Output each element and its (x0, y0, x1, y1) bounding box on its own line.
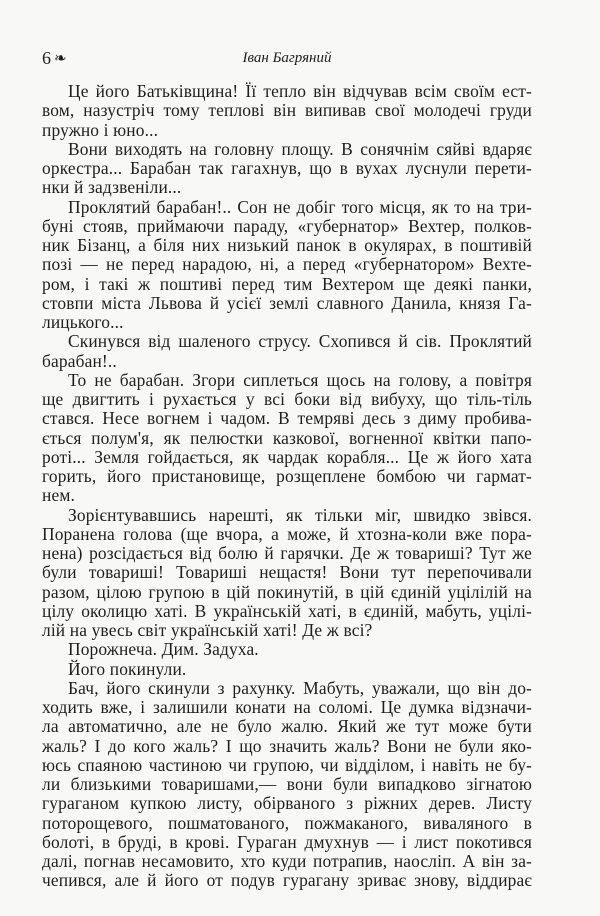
text-line: Поранена голова (ще вчора, а може, й хтозна-коли вже пора- (42, 523, 532, 544)
text-line: Бач, його скинули з рахунку. Мабуть, уважали, що він до- (68, 677, 532, 698)
text-line: ли близькими товаришами,— вони були випадково зігнатою (42, 774, 532, 794)
text-line: стався. Несе вогнем і чадом. В темряві десь з диму пробива- (42, 408, 532, 429)
text-line: ла автоматично, але не було жалю. Який же тут може бути (42, 716, 532, 737)
text-line: цілу околицю хаті. В українській хаті, в єдиній, мабуть, уцілі- (42, 600, 532, 621)
page-header (42, 48, 532, 70)
text-line: роті... Земля гойдається, як чардак корабля... Це ж його хата (42, 446, 532, 467)
paragraph (42, 679, 532, 891)
text-line: нена) розсідається від болю й гарячки. Де ж товариші? Тут же (42, 543, 532, 563)
text-line: стовпи міста Львова й усієї землі славного Данила, князя Га- (42, 292, 532, 313)
text-line: нки й задзвеніли... (42, 177, 182, 198)
text-line: поторощевого, пошматованого, пожмаканого, виваляного в (42, 812, 532, 833)
text-line: буні стояв, приймаючи параду, «губернатор» Вехтер, полков- (42, 215, 532, 236)
text-line: вом, назустріч тому теплові він випивав свої молодечі груди (42, 100, 532, 121)
text-line: барабан!.. (42, 350, 117, 371)
paragraph (42, 198, 532, 333)
text-line: чепився, але й його от подув гурагану зриває знову, віддирає (42, 870, 532, 891)
text-line: жаль? І до кого жаль? І що значить жаль? Вони не були яко- (42, 735, 532, 756)
text-line: були товариші! Товариші нещастя! Вони тут перепочивали (42, 562, 532, 583)
text-line: юсь спаяною частиною чи групою, чи відділом, і навіть не бу- (42, 754, 532, 775)
paragraph (42, 371, 532, 506)
running-head-author: Іван Багряний (242, 50, 332, 66)
text-line: лій на увесь світ українській хаті! Де ж всі? (42, 620, 373, 640)
paragraph (42, 640, 532, 659)
text-line: нем. (42, 485, 75, 506)
text-line: пружно і юно... (42, 119, 159, 140)
paragraph (42, 140, 532, 198)
paragraph (42, 332, 532, 371)
text-line: Вони виходять на головну площу. В сонячнім сяйві вдаряє (68, 138, 532, 159)
paragraph (42, 506, 532, 641)
floral-ornament-icon: ❧ (54, 51, 67, 67)
text-line: ється полум'я, як пелюстки казкової, вогненної квітки папо- (42, 427, 532, 448)
text-line: разом, цілою групою в цій покинутій, в цій єдиній уцілілій на (42, 581, 532, 602)
text-line: Зорієнтувавшись нарешті, як тільки міг, швидко звівся. (68, 504, 532, 525)
text-line: Це його Батьківщина! Її тепло він відчував всім своїм ест- (68, 81, 532, 101)
text-line: лицького... (42, 312, 124, 332)
text-line: далі, погнав несамовито, хто куди потрапив, наосліп. А він за- (42, 851, 532, 871)
text-line: ром, і такі ж поштиві перед тим Вехтером ще деякі панки, (42, 273, 532, 294)
text-line: Скинувся від шаленого струсу. Схопився й сів. Проклятий (68, 331, 532, 352)
page-number: 6 (42, 48, 51, 68)
text-line: Його покинули. (68, 658, 187, 679)
paragraph (42, 660, 532, 679)
text-line: гураганом купкою листу, обірваного з ріжних дерев. Листу (42, 793, 532, 814)
text-line: ходить вже, і залишили конати на соломі. Це думка відзначи- (42, 697, 532, 717)
text-line: оркестра... Барабан так гагахнув, що в вухах луснули перети- (42, 158, 532, 178)
text-line: Порожнеча. Дим. Задуха. (68, 639, 259, 660)
text-line: ще двигтить і рухається у всі боки від вибуху, що тіль-тіль (42, 389, 532, 409)
text-line: ник Бізанц, а біля них низький панок в окулярах, в поштивій (42, 235, 532, 255)
text-line: позі — не перед нарадою, ні, а перед «губернатором» Вехте- (42, 254, 532, 275)
paragraph (42, 82, 532, 140)
text-line: То не барабан. Згори сиплеться щось на голову, а повітря (68, 369, 532, 390)
text-line: болоті, в бруді, в крові. Гураган дмухнув — і лист покотився (42, 831, 532, 852)
text-line: горить, його пристановище, розщеплене бомбою чи гармат- (42, 466, 532, 486)
text-line: Проклятий барабан!.. Сон не добіг того місця, як то на три- (68, 196, 532, 217)
body-text (42, 82, 532, 891)
